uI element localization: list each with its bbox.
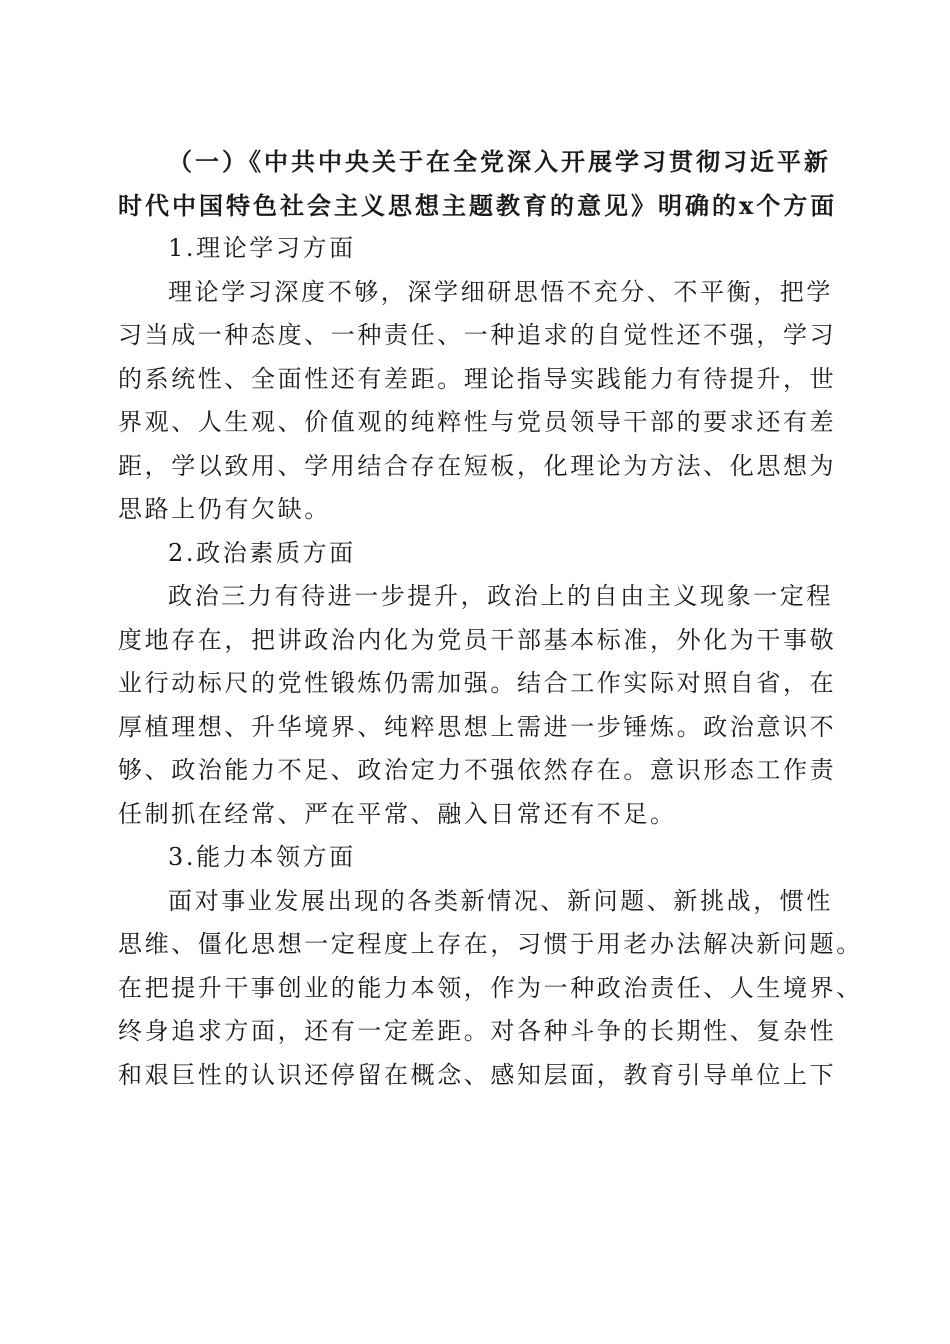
section-2-paragraph-line: 政治三力有待进一步提升，政治上的自由主义现象一定程	[168, 582, 833, 610]
section-1-paragraph-line: 理论学习深度不够，深学细研思悟不充分、不平衡，把学	[168, 277, 833, 306]
section-1-paragraph-line: 的系统性、全面性还有差距。理论指导实践能力有待提升，世	[118, 364, 837, 393]
section-2-paragraph-line: 业行动标尺的党性锻炼仍需加强。结合工作实际对照自省，在	[118, 669, 837, 697]
section-3-paragraph-line: 和艰巨性的认识还停留在概念、感知层面，教育引导单位上下	[118, 1060, 837, 1089]
section-1-paragraph-line: 思路上仍有欠缺。	[118, 495, 331, 523]
section-1-paragraph-line: 界观、人生观、价值观的纯粹性与党员领导干部的要求还有差	[118, 408, 837, 436]
section-2-paragraph-line: 度地存在，把讲政治内化为党员干部基本标准，外化为干事敬	[118, 625, 837, 654]
section-3-paragraph-line: 面对事业发展出现的各类新情况、新问题、新挑战，惯性	[168, 886, 833, 915]
section-1-paragraph-line: 距，学以致用、学用结合存在短板，化理论为方法、化思想为	[118, 451, 837, 480]
section-3-paragraph-line: 思维、僵化思想一定程度上存在，习惯于用老办法解决新问题。	[118, 930, 863, 958]
document-body	[118, 140, 863, 1097]
section-1-paragraph-line: 习当成一种态度、一种责任、一种追求的自觉性还不强，学习	[118, 321, 837, 349]
section-2-paragraph-line: 厚植理想、升华境界、纯粹思想上需进一步锤炼。政治意识不	[118, 712, 837, 741]
main-heading-line-2: 时代中国特色社会主义思想主题教育的意见》明确的x个方面	[118, 190, 838, 220]
section-2-paragraph-line: 任制抓在经常、严在平常、融入日常还有不足。	[118, 799, 677, 828]
section-2-paragraph-line: 够、政治能力不足、政治定力不强依然存在。意识形态工作责	[118, 756, 837, 784]
section-2-title: 2.政治素质方面	[168, 538, 356, 567]
section-1-title: 1.理论学习方面	[168, 234, 356, 262]
section-3-paragraph-line: 在把提升干事创业的能力本领，作为一种政治责任、人生境界、	[118, 973, 863, 1002]
main-heading-line-1: （一）《中共中央关于在全党深入开展学习贯彻习近平新	[168, 147, 831, 176]
section-3-title: 3.能力本领方面	[168, 843, 356, 871]
section-3-paragraph-line: 终身追求方面，还有一定差距。对各种斗争的长期性、复杂性	[118, 1017, 837, 1045]
